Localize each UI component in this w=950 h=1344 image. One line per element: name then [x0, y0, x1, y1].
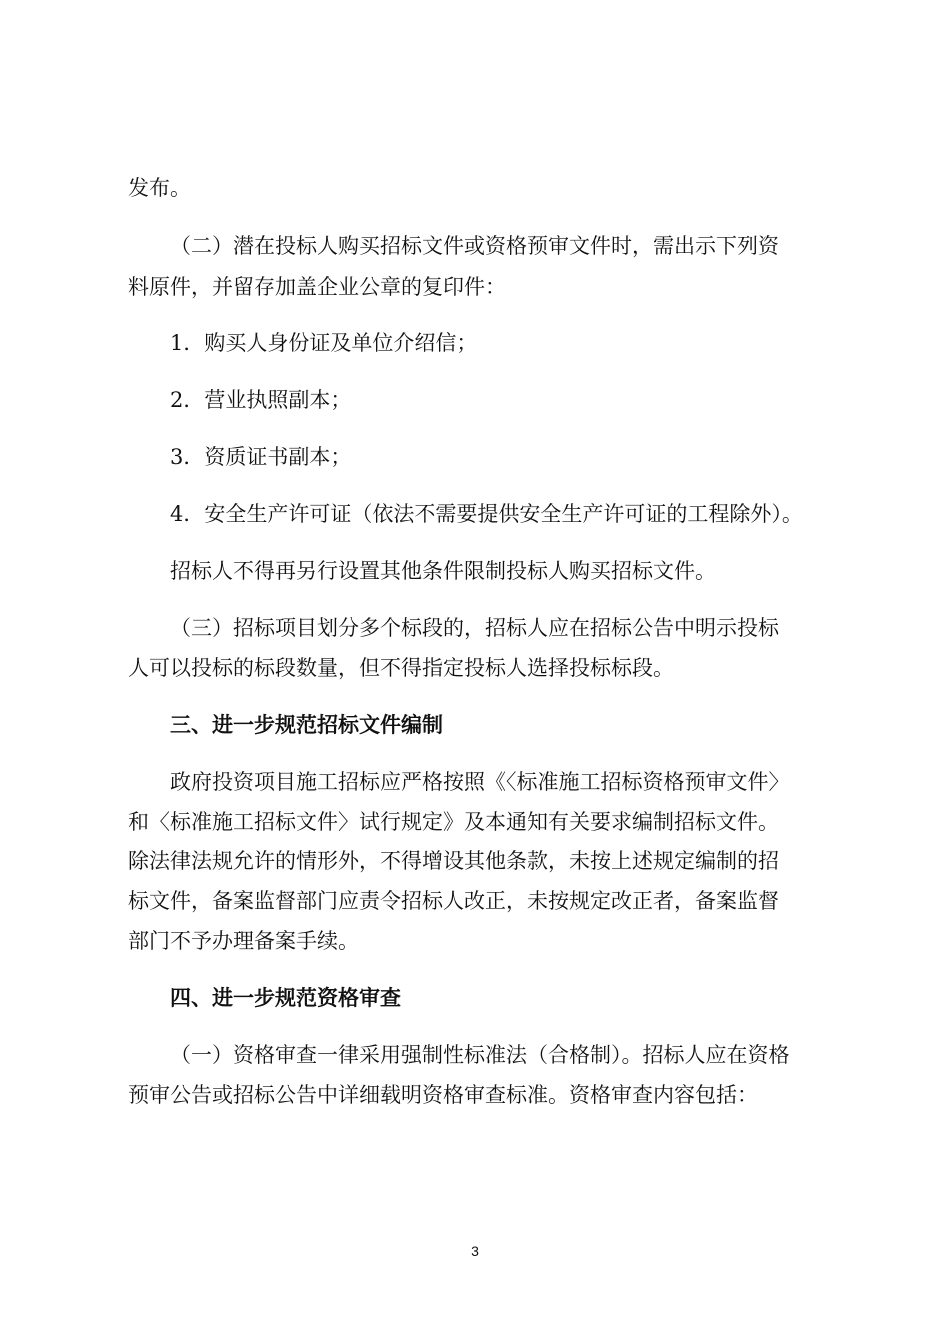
text-line: （一）资格审查一律采用强制性标准法（合格制）。招标人应在资格	[170, 1043, 790, 1067]
text-line: 招标人不得再另行设置其他条件限制投标人购买招标文件。	[170, 559, 716, 583]
text-line: （二）潜在投标人购买招标文件或资格预审文件时，需出示下列资	[170, 234, 779, 258]
text-line: 和〈标准施工招标文件〉试行规定》及本通知有关要求编制招标文件。	[128, 810, 779, 834]
text-line: 部门不予办理备案手续。	[128, 929, 359, 953]
section-heading: 四、进一步规范资格审查	[170, 986, 401, 1010]
list-item: 2．营业执照副本；	[170, 388, 352, 412]
text-line: 标文件，备案监督部门应责令招标人改正，未按规定改正者，备案监督	[128, 889, 779, 913]
text-line: 除法律法规允许的情形外，不得增设其他条款，未按上述规定编制的招	[128, 849, 779, 873]
section-heading: 三、进一步规范招标文件编制	[170, 713, 443, 737]
text-line: 料原件，并留存加盖企业公章的复印件：	[128, 275, 506, 299]
list-item: 4．安全生产许可证（依法不需要提供安全生产许可证的工程除外）。	[170, 502, 803, 526]
text-line: 预审公告或招标公告中详细载明资格审查标准。资格审查内容包括：	[128, 1083, 758, 1107]
list-item: 1．购买人身份证及单位介绍信；	[170, 331, 478, 355]
list-item: 3．资质证书副本；	[170, 445, 352, 469]
text-line: 政府投资项目施工招标应严格按照《〈标准施工招标资格预审文件〉	[170, 770, 790, 794]
text-line: （三）招标项目划分多个标段的，招标人应在招标公告中明示投标	[170, 616, 779, 640]
text-line: 发布。	[128, 176, 191, 200]
page-number: 3	[471, 1243, 479, 1259]
text-line: 人可以投标的标段数量，但不得指定投标人选择投标标段。	[128, 656, 674, 680]
